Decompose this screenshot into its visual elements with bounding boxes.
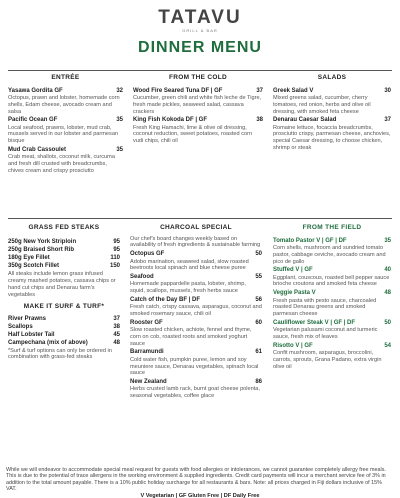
item-price: 86 (255, 378, 262, 385)
item-price: 37 (384, 117, 391, 124)
item-desc: Adobo marination, seaweed salad, slow roasted beetroots local spinach and blue cheese puree (130, 258, 249, 272)
menu-item (130, 379, 262, 400)
item-price: 35 (116, 146, 123, 153)
section-heading: FROM THE FIELD (302, 224, 362, 231)
steaks-note: All steaks include lemon grass infused creamy mashed potatoes, cassava chips or hand cut chips and Denarau farm's vegetables (8, 271, 116, 298)
item-price: 55 (255, 273, 262, 280)
menu-item (133, 117, 263, 145)
item-name: 250g Braised Short Rib (8, 246, 75, 253)
menu-item (273, 88, 391, 116)
menu-item (8, 238, 120, 246)
item-desc: Mixed greens salad, cucumber, cherry tomatoes, red onion, herbs and olive oil dressing, with smoked feta cheese (273, 95, 371, 115)
item-name: Stuffed V | GF (273, 267, 313, 274)
charcoal-intro: Our chef's board changes weekly based on availability of fresh ingredients & sustainable farming (130, 235, 261, 249)
item-name: Campechana (mix of above) (8, 340, 88, 347)
restaurant-logo: TATAVU (158, 7, 242, 28)
item-name: Wood Fire Seared Tuna DF | GF (133, 87, 223, 94)
footer (6, 467, 394, 498)
cold-section (133, 75, 263, 147)
menu-item (273, 343, 391, 371)
item-price: 35 (384, 237, 391, 244)
item-desc: Corn shells, mushroom and sundried tomato pastor, cabbage ceviche, avocado cream and pico de gallo (273, 245, 386, 265)
menu-header (0, 0, 400, 57)
item-name: Veggie Pasta V (273, 290, 316, 297)
field-section (273, 225, 391, 372)
item-name: Barramundi (130, 349, 164, 356)
item-name: Pacific Ocean GF (8, 117, 58, 124)
item-name: King Fish Kokoda DF | GF (133, 117, 208, 124)
item-desc: Homemade pappardelle pasta, lobster, shrimp, squid, scallops, mussels, fresh herbs sauce (130, 281, 246, 295)
menu-item (8, 331, 120, 339)
menu-item (8, 262, 120, 270)
item-price: 37 (113, 315, 120, 322)
item-name: Catch of the Day BF | DF (130, 296, 201, 303)
menu-item (8, 88, 123, 116)
item-name: Seafood (130, 273, 154, 280)
item-price: 38 (113, 324, 120, 331)
item-price: 40 (384, 267, 391, 274)
item-price: 50 (255, 251, 262, 257)
item-price: 37 (256, 87, 263, 94)
menu-item (130, 320, 262, 348)
item-desc: Local seafood, prawns, lobster, mud crab, mussels served in our lobster and parmesan bisque (8, 124, 119, 145)
item-name: Yasawa Gordita GF (8, 87, 63, 94)
menu-item (130, 349, 262, 377)
item-name: Octopus GF (130, 251, 165, 257)
menu-item (8, 315, 120, 323)
item-price: 95 (113, 238, 120, 245)
menu-item (8, 147, 123, 175)
item-price: 32 (116, 87, 123, 94)
section-heading: CHARCOAL SPECIAL (160, 224, 232, 231)
item-name: Cauliflower Steak V | GF | DF (273, 319, 356, 326)
item-desc: Fresh catch, crispy cassava, asparagus, coconut and smoked rosemary sauce, chili oil (130, 304, 262, 318)
item-name: River Prawns (8, 315, 47, 322)
menu-item (273, 117, 391, 151)
item-price: 61 (255, 349, 262, 356)
salads-section (273, 75, 391, 154)
item-name: 350g Scotch Fillet (8, 263, 60, 270)
item-name: 180g Eye Fillet (8, 255, 50, 261)
item-desc: Vegetarian palusami coconut and turmeric sauce, fresh mix of leaves (273, 327, 378, 340)
page-title: DINNER MENU (138, 39, 262, 56)
item-desc: Fresh pasta with pesto sauce, charcoaled roasted Denarau greens and smoked parmesan cheese (273, 297, 377, 318)
item-name: Tomato Pastor V | GF | DF (273, 237, 347, 244)
menu-item (273, 238, 391, 266)
item-desc: Octopus, prawn and lobster, homemade corn shells, Edam cheese, avocado cream and salsa (8, 95, 120, 115)
menu-item (273, 290, 391, 318)
section-heading: FROM THE COLD (168, 74, 228, 81)
item-name: Denarau Caesar Salad (273, 117, 337, 124)
footer-disclaimer: While we will endeavor to accommodate special meal request for guests with food allergies or intolerances, we cannot guarantee completely allergy free meals. This is due to the potential of trace allergens in the working environment & supplied ingredients. Credit card payments will incur a merchant service fee of 3% in addition to the total amount payable. There is a 10% public holiday surcharge for all restaurants & bars. Note: all prices charged in Fiji dollars inclusive of 15% VAT. (6, 467, 386, 493)
menu-item (130, 251, 262, 272)
item-name: Greek Salad V (273, 87, 314, 94)
item-price: 50 (384, 319, 391, 326)
menu-item (8, 254, 120, 262)
item-name: Mud Crab Cassoulet (8, 146, 67, 153)
item-price: 38 (256, 117, 263, 124)
steaks-section (8, 225, 120, 361)
middle-divider (8, 218, 392, 219)
item-price: 30 (384, 87, 391, 94)
item-desc: Herbs crusted lamb rack, burnt goat cheese polenta, seasonal vegetables, coffee glace (130, 386, 260, 400)
section-heading: SALADS (317, 74, 347, 81)
section-heading: MAKE IT SURF & TURF* (23, 303, 105, 311)
section-heading: GRASS FED STEAKS (28, 224, 100, 231)
item-desc: Crab meat, shallots, coconut milk, curcuma and fresh dill crusted with breadcrumbs, chives cream and crispy prosciutto (8, 154, 115, 174)
item-name: 250g New York Striploin (8, 238, 77, 245)
item-name: Scallops (8, 324, 33, 331)
menu-item (8, 323, 120, 331)
item-price: 56 (255, 296, 262, 303)
menu-item (8, 117, 123, 145)
item-desc: Confit mushroom, asparagus, broccolini, carrots, sprouts, Grana Padano, extra virgin olive oil (273, 350, 382, 370)
logo-subtitle: GRILL & BAR (182, 28, 218, 33)
item-price: 35 (116, 117, 123, 124)
item-price: 54 (384, 342, 391, 349)
entree-section (8, 75, 123, 176)
item-name: Half Lobster Tail (8, 332, 55, 339)
item-price: 45 (113, 332, 120, 339)
item-desc: Cold water fish, pumpkin puree, lemon and soy meuniere sauce, Denarau vegetables, spinach local sauce (130, 356, 259, 377)
menu-item (130, 274, 262, 295)
item-name: Risotto V | GF (273, 342, 313, 349)
item-desc: Eggplant, couscous, roasted bell pepper sauce brioche croutons and smoked feta cheese (273, 274, 390, 288)
item-price: 60 (255, 319, 262, 326)
item-price: 95 (113, 246, 120, 253)
menu-item (273, 320, 391, 341)
item-price: 110 (110, 255, 120, 261)
item-name: New Zealand (130, 378, 167, 385)
menu-item (273, 267, 391, 288)
item-name: Rooster GF (130, 319, 163, 326)
item-desc: Romaine lettuce, focaccia breadcrumbs, prosciutto crispy, parmesan cheese, anchovies, special Caesar dressing, to choose chicken, shrimp or steak (273, 124, 391, 151)
item-price: 150 (109, 263, 120, 270)
top-divider (8, 70, 392, 71)
menu-item (8, 246, 120, 254)
item-desc: Fresh King Hamachi, lime & olive oil dressing, coconut reduction, sweet potatoes, roasted corn vudi chips, chili oil (133, 124, 253, 145)
menu-item (8, 339, 120, 347)
item-desc: Slow roasted chicken, achiote, fennel and thyme, corn on cob, roasted roots and smoked yoghurt sauce (130, 327, 252, 347)
item-desc: Cucumber, green chili and white fish leche de Tigre, fresh made pickles, seaweed salad, cassava crackers (133, 95, 262, 115)
menu-item (130, 297, 262, 318)
item-price: 48 (384, 290, 391, 297)
item-price: 48 (113, 340, 120, 347)
section-heading: ENTRÉE (51, 74, 80, 81)
dietary-legend: V Vegetarian | GF Gluten Free | DF Daily Free (140, 492, 260, 498)
charcoal-section (130, 225, 262, 402)
menu-item (133, 88, 263, 116)
surf-note: *Surf & turf options can only be ordered in combination with grass-fed steaks (8, 347, 112, 361)
